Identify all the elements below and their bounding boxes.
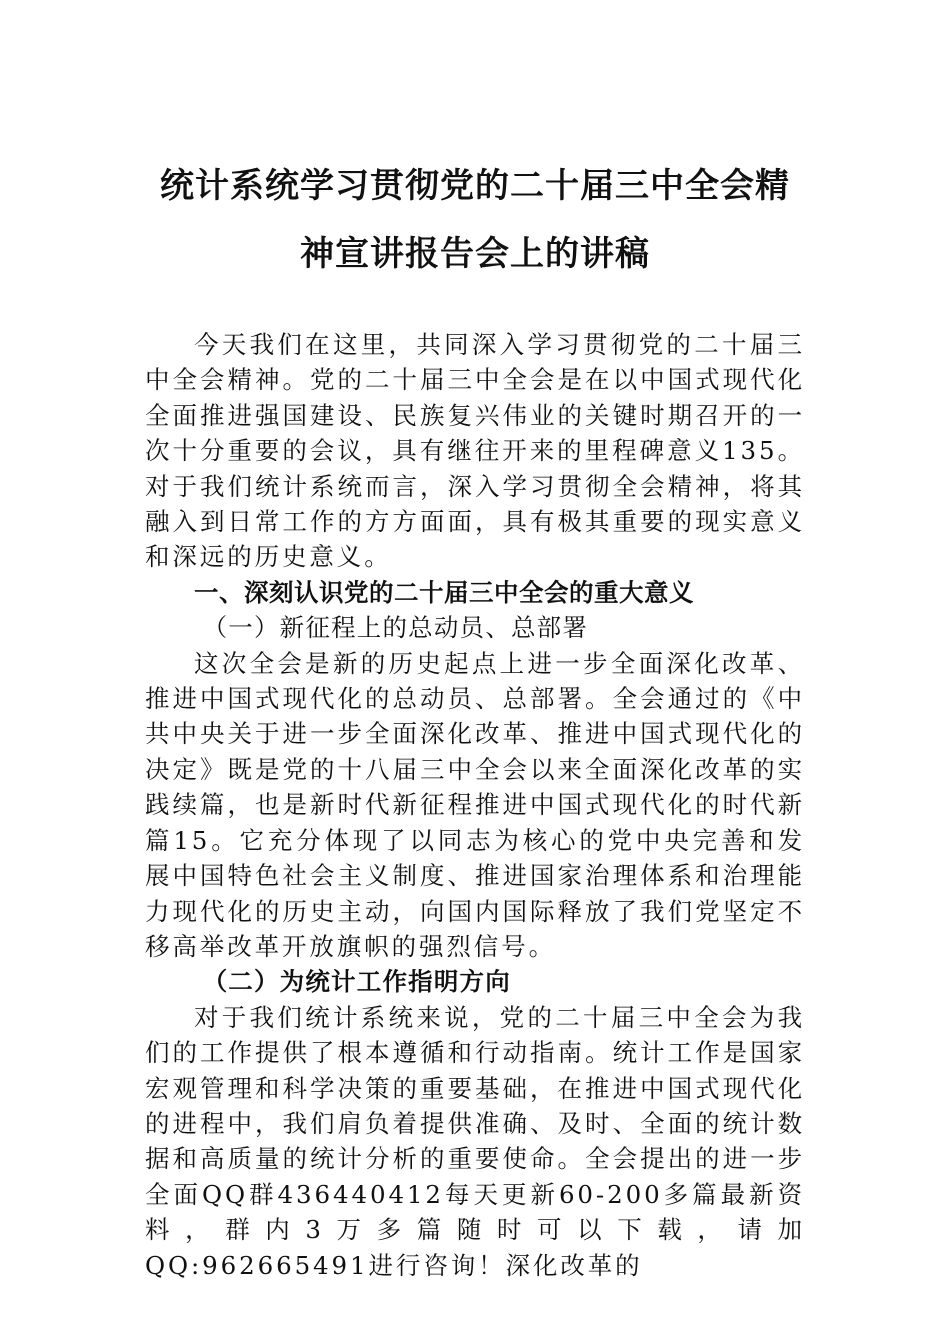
subsection-heading-1: （一）新征程上的总动员、总部署 <box>202 613 589 643</box>
section-1-paragraph-2: 对于我们统计系统来说，党的二十届三中全会为我们的工作提供了根本遵循和行动指南。统计工作是国家宏观管理和科学决策的重要基础，在推进中国式现代化的进程中，我们肩负着提供准确、及时、全面的统计数据和高质量的统计分析的重要使命。全会提出的进一步全面QQ群436440412每天更新60-200多篇最新资料，群内3万多篇随时可以下载，请加QQ:962665491进行咨询！深化改革的 <box>145 1002 805 1280</box>
document-body <box>145 327 805 1283</box>
document-title-line-2: 神宣讲报告会上的讲稿 <box>300 234 650 274</box>
subsection-heading-2: （二）为统计工作指明方向 <box>202 967 511 997</box>
intro-paragraph: 今天我们在这里，共同深入学习贯彻党的二十届三中全会精神。党的二十届三中全会是在以中国式现代化全面推进强国建设、民族复兴伟业的关键时期召开的一次十分重要的会议，具有继往开来的里程碑意义135。对于我们统计系统而言，深入学习贯彻全会精神，将其融入到日常工作的方方面面，具有极其重要的现实意义和深远的历史意义。 <box>145 330 805 572</box>
section-heading-1: 一、深刻认识党的二十届三中全会的重大意义 <box>194 577 694 607</box>
document-title-line-1: 统计系统学习贯彻党的二十届三中全会精 <box>160 166 790 206</box>
section-1-paragraph-1: 这次全会是新的历史起点上进一步全面深化改革、推进中国式现代化的总动员、总部署。全会通过的《中共中央关于进一步全面深化改革、推进中国式现代化的决定》既是党的十八届三中全会以来全面深化改革的实践续篇，也是新时代新征程推进中国式现代化的时代新篇15。它充分体现了以同志为核心的党中央完善和发展中国特色社会主义制度、推进国家治理体系和治理能力现代化的历史主动，向国内国际释放了我们党坚定不移高举改革开放旗帜的强烈信号。 <box>145 648 805 961</box>
